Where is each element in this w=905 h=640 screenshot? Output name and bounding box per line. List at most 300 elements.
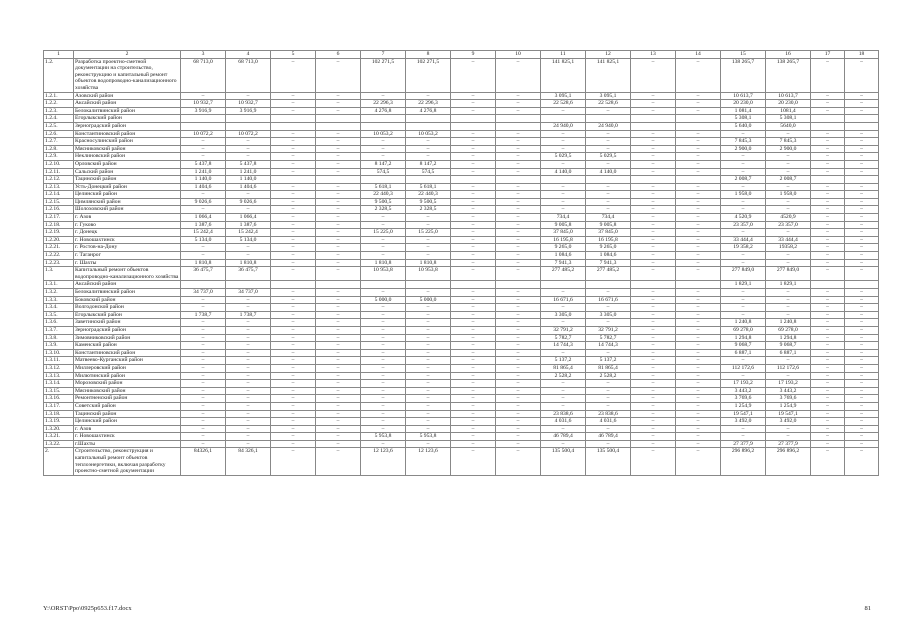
value-cell: – (541, 395, 586, 403)
value-cell (271, 176, 316, 184)
value-cell: – (811, 448, 845, 475)
value-cell: – (181, 418, 226, 426)
value-cell: 84326,1 (181, 448, 226, 475)
value-cell: – (271, 425, 316, 433)
row-number-cell: 1.2.23. (44, 259, 74, 267)
value-cell: – (845, 191, 879, 199)
value-cell: – (406, 364, 451, 372)
value-cell: – (676, 334, 721, 342)
row-name-cell: Константиновский район (74, 130, 181, 138)
value-cell: 3 492,0 (721, 418, 766, 426)
value-cell: – (451, 418, 496, 426)
value-cell: – (406, 236, 451, 244)
value-cell: – (721, 296, 766, 304)
value-cell (226, 115, 271, 123)
value-cell: 1081,4 (766, 107, 811, 115)
row-name-cell: Константиновский район (74, 349, 181, 357)
header-cell: 14 (676, 51, 721, 59)
row-number-cell: 1.2.22. (44, 252, 74, 260)
value-cell: – (271, 311, 316, 319)
value-cell: – (361, 214, 406, 222)
header-row (44, 51, 879, 59)
value-cell: – (316, 326, 361, 334)
value-cell: – (181, 319, 226, 327)
value-cell: – (845, 168, 879, 176)
value-cell: 1 081,4 (721, 107, 766, 115)
value-cell: 10 953,8 (361, 267, 406, 281)
value-cell: 7 845,3 (766, 138, 811, 146)
value-cell (406, 176, 451, 184)
value-cell: 1 241,0 (226, 168, 271, 176)
row-number-cell: 1.3.11. (44, 357, 74, 365)
value-cell: 37 845,0 (586, 229, 631, 237)
value-cell: – (496, 319, 541, 327)
value-cell: – (406, 304, 451, 312)
value-cell: – (496, 380, 541, 388)
value-cell: – (541, 304, 586, 312)
value-cell: – (631, 448, 676, 475)
value-cell: – (845, 349, 879, 357)
value-cell: – (496, 440, 541, 448)
value-cell: – (811, 387, 845, 395)
table-row (44, 221, 879, 229)
value-cell: – (451, 130, 496, 138)
value-cell: – (451, 236, 496, 244)
value-cell: – (451, 402, 496, 410)
value-cell: – (586, 198, 631, 206)
value-cell: – (271, 145, 316, 153)
value-cell: 84 326,1 (226, 448, 271, 475)
row-name-cell: Белокалитвинский район (74, 107, 181, 115)
value-cell: – (631, 395, 676, 403)
row-name-cell: Сальский район (74, 168, 181, 176)
value-cell: – (361, 153, 406, 161)
value-cell: 138 265,7 (721, 58, 766, 92)
value-cell: 17 193,2 (766, 380, 811, 388)
value-cell: – (766, 252, 811, 260)
value-cell: – (181, 364, 226, 372)
value-cell: 296 896,2 (721, 448, 766, 475)
value-cell: – (406, 221, 451, 229)
value-cell: 34 737,0 (226, 289, 271, 297)
value-cell: – (316, 296, 361, 304)
value-cell: – (451, 183, 496, 191)
value-cell: – (845, 214, 879, 222)
value-cell: 69 278,0 (766, 326, 811, 334)
value-cell: 7 941,3 (586, 259, 631, 267)
value-cell: – (631, 100, 676, 108)
value-cell: – (406, 402, 451, 410)
value-cell: – (406, 349, 451, 357)
value-cell: – (586, 145, 631, 153)
value-cell: – (451, 153, 496, 161)
row-number-cell: 1.2.7. (44, 138, 74, 146)
value-cell: 12 123,6 (406, 448, 451, 475)
value-cell: 81 865,4 (586, 364, 631, 372)
value-cell (271, 122, 316, 130)
value-cell: 574,5 (361, 168, 406, 176)
value-cell: 6 887,1 (766, 349, 811, 357)
value-cell: – (316, 145, 361, 153)
value-cell: 296 896,2 (766, 448, 811, 475)
value-cell: – (406, 138, 451, 146)
value-cell: 135 500,4 (541, 448, 586, 475)
value-cell: – (811, 418, 845, 426)
value-cell: – (811, 364, 845, 372)
table-row (44, 236, 879, 244)
value-cell: – (721, 229, 766, 237)
value-cell: 3 095,1 (586, 92, 631, 100)
value-cell: – (845, 311, 879, 319)
value-cell: – (845, 433, 879, 441)
value-cell: – (586, 395, 631, 403)
value-cell: – (811, 130, 845, 138)
value-cell: 4 140,0 (586, 168, 631, 176)
header-cell: 15 (721, 51, 766, 59)
row-number-cell: 1.2.15. (44, 198, 74, 206)
value-cell: – (631, 440, 676, 448)
table-row (44, 372, 879, 380)
value-cell: – (496, 410, 541, 418)
value-cell: – (631, 372, 676, 380)
value-cell: 102 271,5 (406, 58, 451, 92)
value-cell: – (316, 402, 361, 410)
value-cell: – (541, 206, 586, 214)
table-row (44, 92, 879, 100)
table-row (44, 418, 879, 426)
value-cell: – (451, 342, 496, 350)
value-cell: 4 031,6 (586, 418, 631, 426)
value-cell: – (316, 349, 361, 357)
table-row (44, 425, 879, 433)
value-cell: 1 066,4 (181, 214, 226, 222)
row-number-cell: 1.3.21. (44, 433, 74, 441)
value-cell: – (451, 326, 496, 334)
value-cell: – (811, 58, 845, 92)
value-cell: – (845, 236, 879, 244)
value-cell: – (811, 304, 845, 312)
table-row (44, 252, 879, 260)
value-cell: – (631, 206, 676, 214)
value-cell: – (631, 138, 676, 146)
value-cell: – (316, 289, 361, 297)
value-cell: – (361, 334, 406, 342)
table-row (44, 319, 879, 327)
value-cell: 37 845,0 (541, 229, 586, 237)
row-number-cell: 1.2.4. (44, 115, 74, 123)
value-cell: 5 437,8 (181, 160, 226, 168)
value-cell: – (811, 206, 845, 214)
value-cell: – (406, 387, 451, 395)
table-row (44, 281, 879, 289)
value-cell: – (451, 267, 496, 281)
value-cell: 574,5 (406, 168, 451, 176)
row-name-cell: Советский район (74, 402, 181, 410)
value-cell: – (361, 221, 406, 229)
value-cell: – (541, 425, 586, 433)
value-cell: 3 095,1 (541, 92, 586, 100)
value-cell: 102 271,5 (361, 58, 406, 92)
value-cell: 5640,0 (766, 122, 811, 130)
value-cell (811, 115, 845, 123)
value-cell: 32 791,2 (586, 326, 631, 334)
value-cell: – (676, 183, 721, 191)
value-cell: – (845, 138, 879, 146)
value-cell: – (631, 244, 676, 252)
value-cell: – (271, 100, 316, 108)
value-cell: – (586, 289, 631, 297)
row-name-cell: Неклиновский район (74, 153, 181, 161)
row-name-cell: Матвеево-Курганский район (74, 357, 181, 365)
value-cell (181, 115, 226, 123)
value-cell: – (631, 364, 676, 372)
value-cell: 1 404,6 (181, 183, 226, 191)
value-cell: – (496, 92, 541, 100)
value-cell: – (496, 326, 541, 334)
value-cell: – (316, 183, 361, 191)
value-cell: – (361, 372, 406, 380)
table-row (44, 349, 879, 357)
value-cell: – (676, 402, 721, 410)
value-cell: 27 377,9 (721, 440, 766, 448)
value-cell: – (541, 130, 586, 138)
value-cell: – (631, 311, 676, 319)
value-cell: 277 485,2 (586, 267, 631, 281)
value-cell: – (676, 153, 721, 161)
value-cell: – (676, 160, 721, 168)
value-cell: – (271, 160, 316, 168)
value-cell: – (496, 342, 541, 350)
value-cell: 19358,2 (766, 244, 811, 252)
row-name-cell: Белокалитвинский район (74, 289, 181, 297)
value-cell: – (316, 304, 361, 312)
value-cell: 46 789,4 (586, 433, 631, 441)
document-path: Y:\ORST\Ppo\0925p653.f17.docx (43, 605, 132, 612)
value-cell: – (845, 259, 879, 267)
value-cell: 3 916,9 (181, 107, 226, 115)
value-cell: – (451, 244, 496, 252)
value-cell: 15 225,0 (361, 229, 406, 237)
value-cell: 32 791,2 (541, 326, 586, 334)
value-cell: – (811, 410, 845, 418)
value-cell (586, 176, 631, 184)
value-cell: 5 000,0 (361, 296, 406, 304)
value-cell: – (811, 259, 845, 267)
value-cell: 33 444,4 (766, 236, 811, 244)
value-cell (586, 281, 631, 289)
value-cell: – (676, 92, 721, 100)
value-cell: 9 068,7 (766, 342, 811, 350)
value-cell: – (271, 130, 316, 138)
value-cell: – (845, 130, 879, 138)
value-cell: 10 053,2 (406, 130, 451, 138)
header-cell: 8 (406, 51, 451, 59)
value-cell (631, 176, 676, 184)
value-cell: – (721, 183, 766, 191)
value-cell: 2 328,5 (406, 206, 451, 214)
value-cell: 1 294,8 (766, 334, 811, 342)
value-cell: 23 357,0 (766, 221, 811, 229)
value-cell: – (271, 236, 316, 244)
value-cell: – (721, 252, 766, 260)
value-cell: – (631, 267, 676, 281)
value-cell: – (226, 342, 271, 350)
value-cell: – (271, 206, 316, 214)
value-cell: 5 953,8 (406, 433, 451, 441)
table-row (44, 259, 879, 267)
value-cell (845, 115, 879, 123)
value-cell: 2 528,2 (541, 372, 586, 380)
value-cell: – (451, 214, 496, 222)
table-row (44, 168, 879, 176)
value-cell: 5 782,7 (586, 334, 631, 342)
value-cell: – (721, 357, 766, 365)
row-number-cell: 1.2.1. (44, 92, 74, 100)
value-cell: 8 147,2 (406, 160, 451, 168)
value-cell: – (811, 183, 845, 191)
row-number-cell: 1.3.17. (44, 402, 74, 410)
row-number-cell: 1.3.18. (44, 410, 74, 418)
table-row (44, 138, 879, 146)
value-cell: 3 492,0 (766, 418, 811, 426)
value-cell: – (316, 395, 361, 403)
value-cell: – (631, 183, 676, 191)
value-cell: – (451, 107, 496, 115)
value-cell: – (541, 349, 586, 357)
value-cell: 5 640,0 (721, 122, 766, 130)
value-cell: – (316, 100, 361, 108)
table-row (44, 130, 879, 138)
value-cell: 4 276,8 (406, 107, 451, 115)
value-cell: – (676, 342, 721, 350)
value-cell: 81 865,4 (541, 364, 586, 372)
value-cell: – (631, 402, 676, 410)
value-cell: 5 000,0 (406, 296, 451, 304)
value-cell: – (631, 342, 676, 350)
value-cell: – (451, 433, 496, 441)
value-cell: – (451, 410, 496, 418)
value-cell: – (361, 252, 406, 260)
row-number-cell: 1.3.16. (44, 395, 74, 403)
value-cell: – (845, 160, 879, 168)
value-cell (361, 281, 406, 289)
value-cell: – (316, 334, 361, 342)
table-row (44, 206, 879, 214)
row-number-cell: 1.2.5. (44, 122, 74, 130)
value-cell (361, 115, 406, 123)
value-cell: 19 358,2 (721, 244, 766, 252)
value-cell: – (271, 334, 316, 342)
row-name-cell: г. Гуково (74, 221, 181, 229)
value-cell (181, 281, 226, 289)
value-cell: – (361, 349, 406, 357)
value-cell: – (271, 221, 316, 229)
value-cell: – (811, 92, 845, 100)
value-cell: – (406, 311, 451, 319)
header-cell: 13 (631, 51, 676, 59)
value-cell: 5 308,1 (766, 115, 811, 123)
value-cell: – (845, 267, 879, 281)
value-cell (316, 115, 361, 123)
value-cell: – (316, 130, 361, 138)
value-cell: – (811, 425, 845, 433)
value-cell: – (676, 326, 721, 334)
value-cell (451, 122, 496, 130)
value-cell: – (316, 206, 361, 214)
value-cell: 1 958,0 (721, 191, 766, 199)
value-cell: – (226, 145, 271, 153)
value-cell: 22 440,3 (361, 191, 406, 199)
value-cell: 734,4 (586, 214, 631, 222)
value-cell: – (845, 410, 879, 418)
row-number-cell: 2. (44, 448, 74, 475)
value-cell: – (766, 229, 811, 237)
value-cell: – (766, 198, 811, 206)
value-cell: 3 916,9 (226, 107, 271, 115)
value-cell: 9 026,6 (226, 198, 271, 206)
value-cell: – (845, 244, 879, 252)
value-cell: 16 671,6 (541, 296, 586, 304)
row-number-cell: 1.3.2. (44, 289, 74, 297)
table-row (44, 229, 879, 237)
value-cell: – (721, 168, 766, 176)
value-cell: – (451, 395, 496, 403)
value-cell: – (361, 311, 406, 319)
value-cell: – (361, 138, 406, 146)
value-cell: – (406, 440, 451, 448)
table-row (44, 433, 879, 441)
row-name-cell: Аксайский район (74, 281, 181, 289)
value-cell: 2 008,7 (721, 176, 766, 184)
value-cell: – (496, 191, 541, 199)
value-cell: – (181, 138, 226, 146)
value-cell: – (316, 198, 361, 206)
value-cell: 1 294,8 (721, 334, 766, 342)
value-cell: – (181, 387, 226, 395)
value-cell: – (271, 433, 316, 441)
row-name-cell: г.Шахты (74, 440, 181, 448)
value-cell: – (811, 402, 845, 410)
row-number-cell: 1.3.13. (44, 372, 74, 380)
value-cell: – (316, 138, 361, 146)
row-name-cell: г. Азов (74, 214, 181, 222)
value-cell: – (496, 214, 541, 222)
value-cell (631, 281, 676, 289)
value-cell: – (271, 252, 316, 260)
value-cell: – (451, 334, 496, 342)
value-cell: – (496, 395, 541, 403)
value-cell: – (541, 319, 586, 327)
value-cell: – (541, 107, 586, 115)
row-number-cell: 1.3.4. (44, 304, 74, 312)
value-cell: – (181, 244, 226, 252)
row-name-cell: Мясниковский район (74, 387, 181, 395)
value-cell (496, 115, 541, 123)
value-cell: 277 849,0 (766, 267, 811, 281)
value-cell: – (496, 304, 541, 312)
value-cell: 10 072,2 (181, 130, 226, 138)
header-cell: 7 (361, 51, 406, 59)
value-cell: – (676, 311, 721, 319)
value-cell: – (496, 229, 541, 237)
row-name-cell: г. Донецк (74, 229, 181, 237)
value-cell: 1 140,0 (181, 176, 226, 184)
value-cell: 9 265,0 (541, 244, 586, 252)
value-cell: – (451, 311, 496, 319)
value-cell: 23 838,6 (541, 410, 586, 418)
value-cell: – (451, 145, 496, 153)
value-cell: – (226, 304, 271, 312)
